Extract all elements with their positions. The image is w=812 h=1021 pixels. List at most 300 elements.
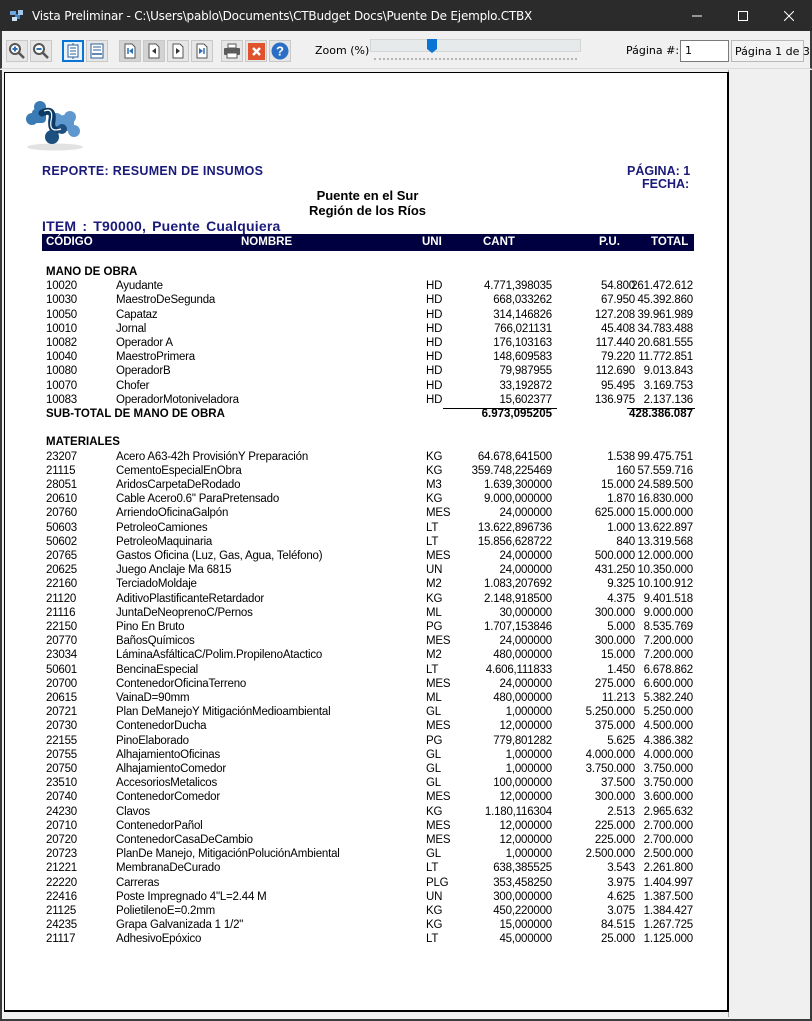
minimize-icon — [692, 11, 702, 21]
row-total: 1.267.725 — [643, 919, 693, 932]
row-code: 21115 — [46, 464, 76, 477]
row-qty: 24,000000 — [499, 564, 552, 577]
row-total: 5.382.240 — [643, 692, 693, 704]
row-qty: 1.180,116304 — [484, 805, 552, 818]
row-name: ContenedorCasaDeCambio — [116, 834, 253, 846]
row-unit-price: 112.690 — [595, 365, 635, 378]
section-title: MANO DE OBRA — [46, 266, 138, 278]
row-unit: PLG — [426, 876, 449, 889]
row-qty: 12,000000 — [499, 834, 552, 846]
row-unit: M2 — [426, 578, 442, 591]
row-total: 20.681.555 — [637, 337, 693, 349]
row-name: Gastos Oficina (Luz, Gas, Agua, Teléfono) — [116, 550, 323, 562]
row-code: 50601 — [46, 663, 77, 676]
row-name: Juego Anclaje Ma 6815 — [116, 564, 232, 577]
row-total: 2.137.136 — [643, 393, 693, 406]
row-code: 10070 — [46, 379, 77, 392]
table-row — [5, 394, 730, 408]
help-button[interactable] — [269, 40, 291, 62]
row-unit: UN — [426, 564, 443, 577]
row-qty: 176,103163 — [493, 337, 552, 349]
row-name: MaestroPrimera — [116, 351, 195, 364]
row-unit-price: 79.220 — [601, 351, 635, 364]
row-qty: 15,000000 — [499, 919, 552, 932]
table-row — [5, 649, 730, 663]
table-row — [5, 380, 730, 394]
close-preview-button[interactable] — [245, 40, 267, 62]
row-total: 2.700.000 — [643, 819, 693, 832]
row-unit-price: 2.500.000 — [585, 848, 635, 861]
table-row — [5, 933, 730, 947]
row-unit: KG — [426, 450, 443, 463]
row-qty: 1.639,300000 — [484, 479, 552, 491]
row-unit: GL — [426, 777, 441, 790]
row-name: AditivoPlastificanteRetardador — [116, 592, 265, 605]
zoom-in-icon — [8, 42, 26, 60]
row-code: 21120 — [46, 592, 77, 605]
row-unit-price: 84.515 — [601, 919, 635, 932]
table-row — [5, 877, 730, 891]
row-qty: 1.083,207692 — [484, 578, 552, 591]
table-row — [5, 593, 730, 607]
row-unit-price: 375.000 — [594, 720, 635, 733]
row-qty: 668,033262 — [493, 294, 552, 307]
row-code: 50602 — [46, 535, 77, 548]
help-icon — [271, 42, 289, 60]
project-name — [245, 189, 490, 218]
report-title: REPORTE: RESUMEN DE INSUMOS — [42, 164, 264, 178]
table-row — [5, 522, 730, 536]
row-unit: HD — [426, 280, 443, 293]
row-name: ContenedorOficinaTerreno — [116, 677, 247, 690]
subtotal-row — [5, 408, 730, 422]
row-code: 20721 — [46, 706, 77, 719]
row-unit-price: 3.750.000 — [585, 763, 635, 775]
row-name: PlanDe Manejo, MitigaciónPoluciónAmbiental — [116, 848, 340, 861]
row-unit: UN — [426, 890, 443, 903]
row-name: PetroleoMaquinaria — [116, 535, 213, 548]
row-name: AccesoriosMetalicos — [116, 777, 218, 790]
table-header — [42, 234, 694, 251]
subtotal-label: SUB-TOTAL DE MANO DE OBRA — [46, 408, 225, 420]
project-line-1: Puente en el Sur — [316, 188, 419, 203]
window-title: Vista Preliminar - C:\Users\pablo\Documents\CTBudget Docs\Puente De Ejemplo.CTBX — [32, 8, 533, 23]
table-row — [5, 735, 730, 749]
last-page-icon — [195, 43, 209, 59]
column-header-qty: CANT — [483, 236, 515, 248]
row-total: 2.965.632 — [643, 805, 693, 818]
row-unit-price: 1.870 — [607, 493, 635, 506]
table-row — [5, 791, 730, 805]
row-unit: KG — [426, 464, 443, 477]
row-unit-price: 3.075 — [607, 905, 635, 917]
fit-width-button[interactable] — [86, 40, 108, 62]
row-unit: LT — [426, 521, 439, 534]
row-unit-price: 136.975 — [594, 393, 635, 406]
row-unit-price: 117.440 — [595, 337, 635, 349]
row-code: 24230 — [46, 805, 77, 818]
table-row — [5, 550, 730, 564]
column-header-unit-price: P.U. — [599, 236, 620, 248]
row-code: 10080 — [46, 365, 77, 378]
row-qty: 12,000000 — [499, 720, 552, 733]
row-unit-price: 275.000 — [594, 677, 635, 690]
preview-area[interactable] — [0, 70, 812, 1021]
row-unit-price: 1.538 — [607, 450, 635, 463]
row-code: 20755 — [46, 748, 77, 761]
row-qty: 1,000000 — [505, 848, 552, 861]
row-unit-price: 2.513 — [607, 805, 635, 818]
row-name: ContenedorPañol — [116, 819, 203, 832]
row-code: 22150 — [46, 621, 77, 633]
row-unit-price: 840 — [616, 535, 635, 548]
row-unit: KG — [426, 805, 443, 818]
maximize-icon — [738, 11, 748, 21]
table-row — [5, 891, 730, 905]
row-code: 10050 — [46, 308, 77, 321]
row-name: BañosQuímicos — [116, 635, 195, 648]
table-row — [5, 749, 730, 763]
column-header-code: CÓDIGO — [46, 236, 93, 248]
row-total: 24.589.500 — [637, 479, 693, 491]
column-header-total: TOTAL — [651, 236, 689, 248]
row-unit: MES — [426, 819, 451, 832]
row-total: 10.100.912 — [637, 578, 693, 591]
close-icon — [248, 43, 265, 60]
row-total: 9.013.843 — [643, 365, 693, 378]
row-unit: HD — [426, 379, 443, 392]
row-qty: 12,000000 — [499, 819, 552, 832]
row-unit: PG — [426, 734, 443, 747]
row-unit: HD — [426, 393, 443, 406]
zoom-slider-ticks — [374, 58, 577, 61]
close-window-button[interactable] — [766, 0, 812, 31]
row-code: 10083 — [46, 393, 77, 406]
row-qty: 12,000000 — [499, 791, 552, 804]
previous-page-button[interactable] — [143, 40, 165, 62]
row-unit-price: 1.000 — [607, 521, 635, 534]
row-name: Acero A63-42h ProvisiónY Preparación — [116, 450, 309, 463]
row-unit: HD — [426, 308, 443, 321]
zoom-label: Zoom (%) — [315, 44, 370, 57]
table-row — [5, 692, 730, 706]
row-unit-price: 160 — [616, 464, 635, 477]
row-code: 20723 — [46, 848, 77, 861]
row-total: 1.404.997 — [643, 876, 693, 889]
print-button[interactable] — [221, 40, 243, 62]
row-name: MaestroDeSegunda — [116, 294, 216, 307]
row-qty: 4.606,111833 — [485, 663, 552, 676]
row-name: CementoEspecialEnObra — [116, 464, 242, 477]
row-unit: GL — [426, 848, 441, 861]
row-qty: 766,021131 — [494, 322, 552, 335]
subtotal-qty: 6.973,095205 — [481, 408, 552, 420]
row-name: AridosCarpetaDeRodado — [116, 479, 241, 491]
row-code: 21116 — [46, 606, 76, 619]
row-name: Chofer — [116, 379, 150, 392]
row-unit-price: 37.500 — [601, 777, 635, 790]
row-qty: 148,609583 — [493, 351, 552, 364]
row-qty: 359.748,225469 — [471, 464, 552, 477]
row-unit-price: 4.000.000 — [585, 748, 635, 761]
row-unit-price: 45.408 — [601, 322, 635, 335]
row-qty: 24,000000 — [499, 507, 552, 520]
fit-page-button[interactable] — [62, 40, 84, 62]
first-page-icon — [123, 43, 137, 59]
table-row — [5, 720, 730, 734]
table-row — [5, 337, 730, 351]
row-total: 13.319.568 — [637, 535, 693, 548]
table-row — [5, 280, 730, 294]
row-total: 3.169.753 — [643, 379, 693, 392]
table-row — [5, 664, 730, 678]
row-qty: 300,000000 — [493, 890, 552, 903]
table-row — [5, 351, 730, 365]
row-code: 20610 — [46, 493, 77, 506]
table-row — [5, 919, 730, 933]
row-code: 20615 — [46, 692, 77, 704]
row-qty: 24,000000 — [499, 635, 552, 648]
row-code: 23034 — [46, 649, 77, 662]
row-qty: 314,146826 — [493, 308, 552, 321]
row-name: PetroleoCamiones — [116, 521, 208, 534]
row-qty: 353,458250 — [493, 876, 552, 889]
row-total: 9.000.000 — [643, 606, 693, 619]
row-code: 10082 — [46, 337, 77, 349]
row-name: Ayudante — [116, 280, 163, 293]
row-code: 20700 — [46, 677, 77, 690]
item-heading: ITEM : T90000, Puente Cualquiera — [42, 218, 281, 234]
row-unit-price: 300.000 — [594, 635, 635, 648]
row-name: JuntaDeNeoprenoC/Pernos — [116, 606, 253, 619]
row-qty: 30,000000 — [499, 606, 552, 619]
row-total: 11.772.851 — [638, 351, 693, 364]
company-logo — [22, 97, 88, 153]
fit-page-icon — [65, 43, 81, 59]
subtotal-total: 428.386.087 — [629, 408, 693, 420]
zoom-in-button[interactable] — [6, 40, 28, 62]
row-unit: MES — [426, 507, 451, 520]
row-name: PolietilenoE=0.2mm — [116, 905, 215, 917]
table-row — [5, 820, 730, 834]
row-unit-price: 54.800 — [601, 280, 635, 293]
row-unit-price: 4.625 — [607, 890, 635, 903]
app-icon — [9, 8, 25, 24]
row-total: 3.600.000 — [643, 791, 693, 804]
table-row — [5, 309, 730, 323]
page-info: Página 1 de 3 — [731, 40, 804, 62]
row-code: 22220 — [46, 876, 77, 889]
row-unit-price: 300.000 — [594, 791, 635, 804]
row-name: Capataz — [116, 308, 158, 321]
row-qty: 45,000000 — [499, 933, 552, 946]
row-code: 20730 — [46, 720, 77, 733]
row-unit-price: 1.450 — [607, 663, 635, 676]
row-unit-price: 225.000 — [594, 834, 635, 846]
row-total: 10.350.000 — [637, 564, 693, 577]
printer-icon — [223, 43, 241, 59]
row-name: MembranaDeCurado — [116, 862, 221, 875]
row-qty: 9.000,000000 — [484, 493, 552, 506]
row-unit-price: 625.000 — [594, 507, 635, 520]
row-total: 1.125.000 — [643, 933, 693, 946]
row-unit: KG — [426, 493, 443, 506]
row-unit-price: 25.000 — [601, 933, 635, 946]
table-row — [5, 621, 730, 635]
zoom-slider-thumb[interactable] — [427, 39, 437, 53]
row-unit-price: 15.000 — [601, 649, 635, 662]
table-row — [5, 834, 730, 848]
row-unit: GL — [426, 763, 441, 775]
row-total: 2.700.000 — [643, 834, 693, 846]
previous-page-icon — [147, 43, 161, 59]
row-code: 10040 — [46, 351, 77, 364]
row-qty: 1.707,153846 — [484, 621, 552, 633]
row-unit: LT — [426, 933, 439, 946]
table-row — [5, 806, 730, 820]
row-total: 7.200.000 — [643, 635, 693, 648]
table-row — [5, 365, 730, 379]
minimize-button[interactable] — [674, 0, 720, 31]
row-qty: 79,987955 — [499, 365, 552, 378]
row-unit-price: 500.000 — [594, 550, 635, 562]
row-total: 4.000.000 — [643, 748, 693, 761]
row-name: Plan DeManejoY MitigaciónMedioambiental — [116, 706, 331, 719]
row-unit: HD — [426, 365, 443, 378]
row-total: 9.401.518 — [643, 592, 693, 605]
row-total: 13.622.897 — [637, 521, 693, 534]
row-name: BencinaEspecial — [116, 663, 199, 676]
row-unit: PG — [426, 621, 443, 633]
row-code: 24235 — [46, 919, 77, 932]
row-name: OperadorB — [116, 365, 171, 378]
row-unit: HD — [426, 337, 443, 349]
row-name: PinoElaborado — [116, 734, 189, 747]
report-page-number: PÁGINA: 1 — [627, 164, 691, 178]
row-name: AdhesivoEpóxico — [116, 933, 202, 946]
row-unit-price: 11.213 — [601, 692, 635, 704]
row-qty: 1,000000 — [505, 706, 552, 719]
row-total: 7.200.000 — [643, 649, 693, 662]
row-name: VainaD=90mm — [116, 692, 190, 704]
svg-text:?: ? — [276, 43, 284, 59]
row-unit: MES — [426, 720, 451, 733]
row-total: 3.750.000 — [643, 777, 693, 790]
row-total: 45.392.860 — [637, 294, 693, 307]
row-code: 20740 — [46, 791, 77, 804]
maximize-button[interactable] — [720, 0, 766, 31]
row-qty: 15,602377 — [499, 393, 552, 406]
row-name: Jornal — [116, 322, 147, 335]
row-unit-price: 300.000 — [594, 606, 635, 619]
row-unit: MES — [426, 550, 451, 562]
table-row — [5, 706, 730, 720]
row-code: 10030 — [46, 294, 77, 307]
row-qty: 638,385525 — [493, 862, 552, 875]
row-total: 4.386.382 — [643, 734, 693, 747]
row-total: 34.783.488 — [637, 322, 693, 335]
row-code: 21221 — [46, 862, 77, 875]
first-page-button[interactable] — [119, 40, 141, 62]
row-unit: HD — [426, 322, 443, 335]
row-name: Poste Impregnado 4"L=2.44 M — [116, 890, 267, 903]
row-qty: 4.771,398035 — [484, 280, 552, 293]
row-unit: KG — [426, 905, 443, 917]
row-total: 2.261.800 — [643, 862, 693, 875]
table-row — [5, 507, 730, 521]
row-qty: 100,000000 — [493, 777, 552, 790]
table-row — [5, 323, 730, 337]
row-qty: 450,220000 — [493, 905, 552, 917]
row-qty: 24,000000 — [499, 550, 552, 562]
row-unit-price: 127.208 — [594, 308, 635, 321]
row-name: AlhajamientoComedor — [116, 763, 226, 775]
row-name: Operador A — [116, 337, 173, 349]
row-code: 22160 — [46, 578, 77, 591]
row-unit-price: 5.250.000 — [585, 706, 635, 719]
row-code: 10020 — [46, 280, 77, 293]
table-row — [5, 777, 730, 791]
zoom-out-button[interactable] — [30, 40, 52, 62]
row-total: 5.250.000 — [643, 706, 693, 719]
row-unit-price: 225.000 — [594, 819, 635, 832]
row-unit: ML — [426, 606, 442, 619]
row-total: 3.750.000 — [643, 763, 693, 775]
title-bar — [0, 0, 812, 31]
row-name: Pino En Bruto — [116, 621, 185, 633]
table-row — [5, 493, 730, 507]
row-unit-price: 5.625 — [607, 734, 635, 747]
row-total: 39.961.989 — [637, 308, 693, 321]
row-qty: 1,000000 — [505, 763, 552, 775]
row-unit: LT — [426, 663, 439, 676]
page-number-input[interactable]: 1 — [680, 40, 729, 62]
next-page-button[interactable] — [167, 40, 189, 62]
table-row — [5, 763, 730, 777]
row-unit: KG — [426, 919, 443, 932]
row-name: ContenedorDucha — [116, 720, 207, 733]
row-unit: HD — [426, 294, 443, 307]
row-qty: 779,801282 — [493, 734, 552, 747]
last-page-button[interactable] — [191, 40, 213, 62]
row-unit: ML — [426, 692, 442, 704]
row-name: AlhajamientoOficinas — [116, 748, 221, 761]
row-unit: KG — [426, 592, 443, 605]
row-unit-price: 5.000 — [607, 621, 635, 633]
row-code: 20720 — [46, 834, 77, 846]
row-name: LáminaAsfálticaC/Polim.PropilenoAtactico — [116, 649, 323, 662]
row-code: 21125 — [46, 905, 77, 917]
row-total: 1.384.427 — [643, 905, 693, 917]
row-unit: MES — [426, 677, 451, 690]
report-page — [4, 72, 729, 1012]
row-unit: GL — [426, 706, 441, 719]
row-total: 12.000.000 — [637, 550, 693, 562]
row-unit: GL — [426, 748, 441, 761]
row-unit-price: 15.000 — [601, 479, 635, 491]
row-code: 20710 — [46, 819, 77, 832]
row-qty: 2.148,918500 — [484, 592, 552, 605]
row-unit: M3 — [426, 479, 442, 491]
row-name: Clavos — [116, 805, 150, 818]
row-total: 261.472.612 — [631, 280, 693, 293]
row-name: ContenedorComedor — [116, 791, 220, 804]
row-code: 20760 — [46, 507, 77, 520]
row-qty: 480,000000 — [493, 692, 552, 704]
zoom-slider[interactable] — [370, 39, 581, 52]
row-name: OperadorMotoniveladora — [116, 393, 239, 406]
row-unit: HD — [426, 351, 443, 364]
